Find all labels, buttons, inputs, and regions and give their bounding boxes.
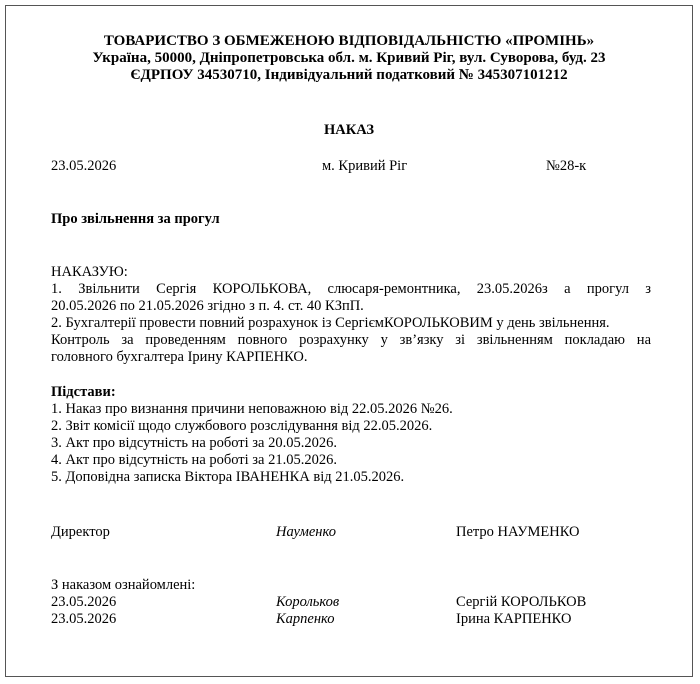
item3-line2: головного бухгалтера Ірину КАРПЕНКО. (51, 349, 308, 365)
order-title: НАКАЗ (323, 122, 375, 138)
company-address: Україна, 50000, Дніпропетровська обл. м. Кривий Ріг, вул. Суворова, буд. 23 (92, 50, 606, 66)
acknowledged-heading: З наказом ознайомлені: (51, 577, 196, 593)
order-date: 23.05.2026 (51, 158, 117, 174)
order-subject: Про звільнення за прогул (51, 211, 220, 227)
signature-name: Петро НАУМЕНКО (456, 524, 580, 540)
document-page (5, 5, 693, 677)
command-heading: НАКАЗУЮ: (51, 264, 128, 280)
signature-handwritten: Науменко (276, 524, 336, 540)
acknowledged-date: 23.05.2026 (51, 594, 117, 610)
order-place: м. Кривий Ріг (322, 158, 408, 174)
acknowledged-name: Сергій КОРОЛЬКОВ (456, 594, 587, 610)
acknowledged-name: Ірина КАРПЕНКО (456, 611, 572, 627)
item2-line1: 2. Бухгалтерії провести повний розрахунок із СергіємКОРОЛЬКОВИМ у день звільнення. (51, 315, 610, 331)
acknowledged-sign: Корольков (276, 594, 340, 610)
company-codes: ЄДРПОУ 34530710, Індивідуальний податковий № 345307101212 (130, 67, 568, 83)
item3-line1: Контроль за проведенням повного розрахунку у зв’язку зі звільненням покладаю на (51, 332, 651, 348)
acknowledged-sign: Карпенко (276, 611, 335, 627)
grounds-item: 3. Акт про відсутність на роботі за 20.05.2026. (51, 435, 337, 451)
grounds-item: 5. Доповідна записка Віктора ІВАНЕНКА від 21.05.2026. (51, 469, 405, 485)
item1-line1: 1. Звільнити Сергія КОРОЛЬКОВА, слюсаря-ремонтника, 23.05.2026з а прогул з (51, 281, 651, 297)
grounds-item: 4. Акт про відсутність на роботі за 21.05.2026. (51, 452, 337, 468)
company-name: ТОВАРИСТВО З ОБМЕЖЕНОЮ ВІДПОВІДАЛЬНІСТЮ «ПРОМІНЬ» (103, 33, 595, 49)
acknowledged-date: 23.05.2026 (51, 611, 117, 627)
grounds-item: 1. Наказ про визнання причини неповажною від 22.05.2026 №26. (51, 401, 453, 417)
signature-position: Директор (51, 524, 110, 540)
order-number: №28-к (546, 158, 587, 174)
item1-line2: 20.05.2026 по 21.05.2026 згідно з п. 4. ст. 40 КЗпП. (51, 298, 364, 314)
grounds-heading: Підстави: (51, 384, 116, 400)
grounds-item: 2. Звіт комісії щодо службового розслідування від 22.05.2026. (51, 418, 433, 434)
